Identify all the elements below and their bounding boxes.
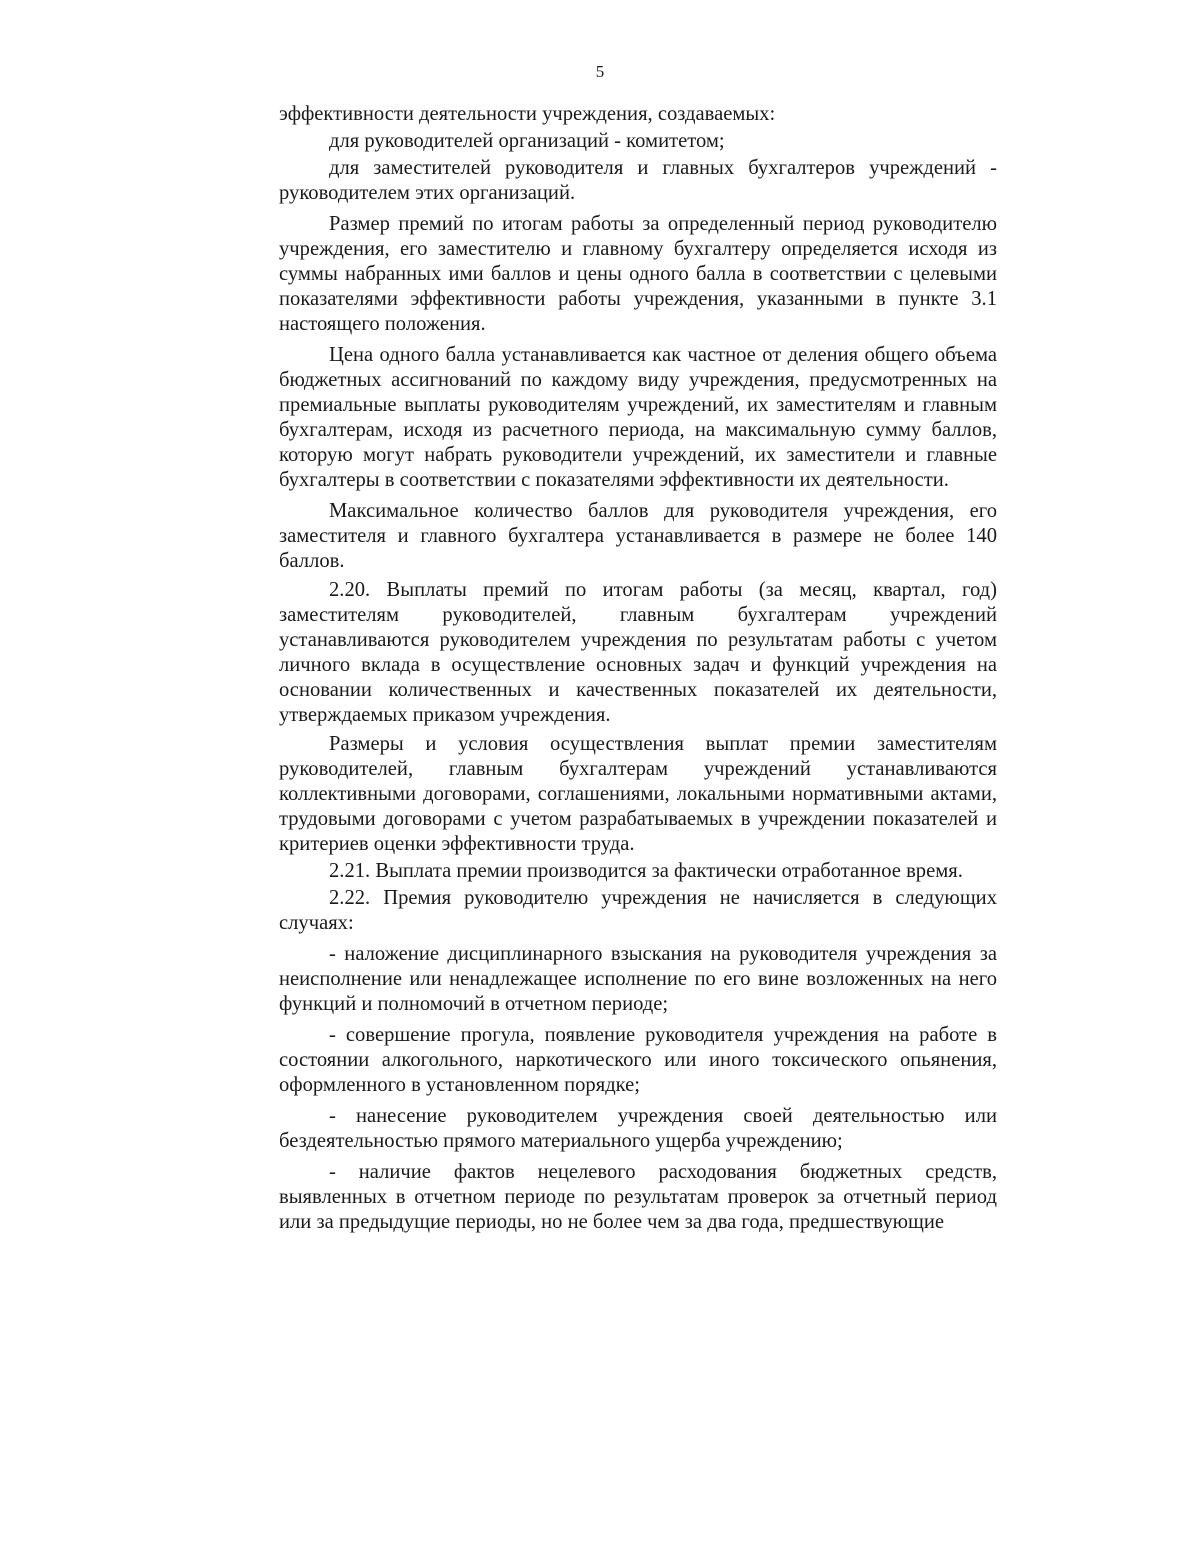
- page-number: 5: [595, 62, 605, 81]
- paragraph-continuation: эффективности деятельности учреждения, создаваемых:: [279, 103, 776, 125]
- list-item-damage: - нанесение руководителем учреждения своей деятельностью или бездеятельностью прямого материального ущерба учреждению;: [279, 1105, 997, 1152]
- document-body: [279, 102, 997, 1237]
- paragraph-2-21: 2.21. Выплата премии производится за фактически отработанное время.: [329, 860, 963, 882]
- paragraph-bonus-conditions: Размеры и условия осуществления выплат премии заместителям руководителей, главным бухгалтерам учреждений устанавливаются коллективными договорами, соглашениями, локальными нормативными актами, трудовыми договорами с учетом разрабатываемых в учреждении показателей и критериев оценки эффективности труда.: [279, 733, 997, 855]
- list-item-absence: - совершение прогула, появление руководителя учреждения на работе в состоянии алкогольного, наркотического или иного токсического опьянения, оформленного в установленном порядке;: [279, 1024, 997, 1096]
- paragraph-bonus-size: Размер премий по итогам работы за определенный период руководителю учреждения, его заместителю и главному бухгалтеру определяется исходя из суммы набранных ими баллов и цены одного балла в соответствии с целевыми показателями эффективности работы учреждения, указанными в пункте 3.1 настоящего положения.: [279, 213, 997, 335]
- paragraph-2-22: 2.22. Премия руководителю учреждения не начисляется в следующих случаях:: [279, 887, 997, 934]
- list-item-misuse: - наличие фактов нецелевого расходования бюджетных средств, выявленных в отчетном периоде по результатам проверок за отчетный период или за предыдущие периоды, но не более чем за два года, предшествующие: [279, 1161, 997, 1233]
- paragraph-max-points: Максимальное количество баллов для руководителя учреждения, его заместителя и главного бухгалтера устанавливается в размере не более 140 баллов.: [279, 500, 997, 572]
- paragraph-heads: для руководителей организаций - комитетом;: [329, 130, 725, 152]
- paragraph-deputies: для заместителей руководителя и главных бухгалтеров учреждений - руководителем этих организаций.: [279, 157, 997, 204]
- paragraph-point-price: Цена одного балла устанавливается как частное от деления общего объема бюджетных ассигнований по каждому виду учреждения, предусмотренных на премиальные выплаты руководителям учреждений, их заместителям и главным бухгалтерам, исходя из расчетного периода, на максимальную сумму баллов, которую могут набрать руководители учреждений, их заместители и главные бухгалтеры в соответствии с показателями эффективности их деятельности.: [279, 344, 997, 491]
- paragraph-2-20: 2.20. Выплаты премий по итогам работы (за месяц, квартал, год) заместителям руководителей, главным бухгалтерам учреждений устанавливаются руководителем учреждения по результатам работы с учетом личного вклада в осуществление основных задач и функций учреждения на основании количественных и качественных показателей их деятельности, утверждаемых приказом учреждения.: [279, 579, 997, 726]
- list-item-disciplinary: - наложение дисциплинарного взыскания на руководителя учреждения за неисполнение или ненадлежащее исполнение по его вине возложенных на него функций и полномочий в отчетном периоде;: [279, 943, 997, 1015]
